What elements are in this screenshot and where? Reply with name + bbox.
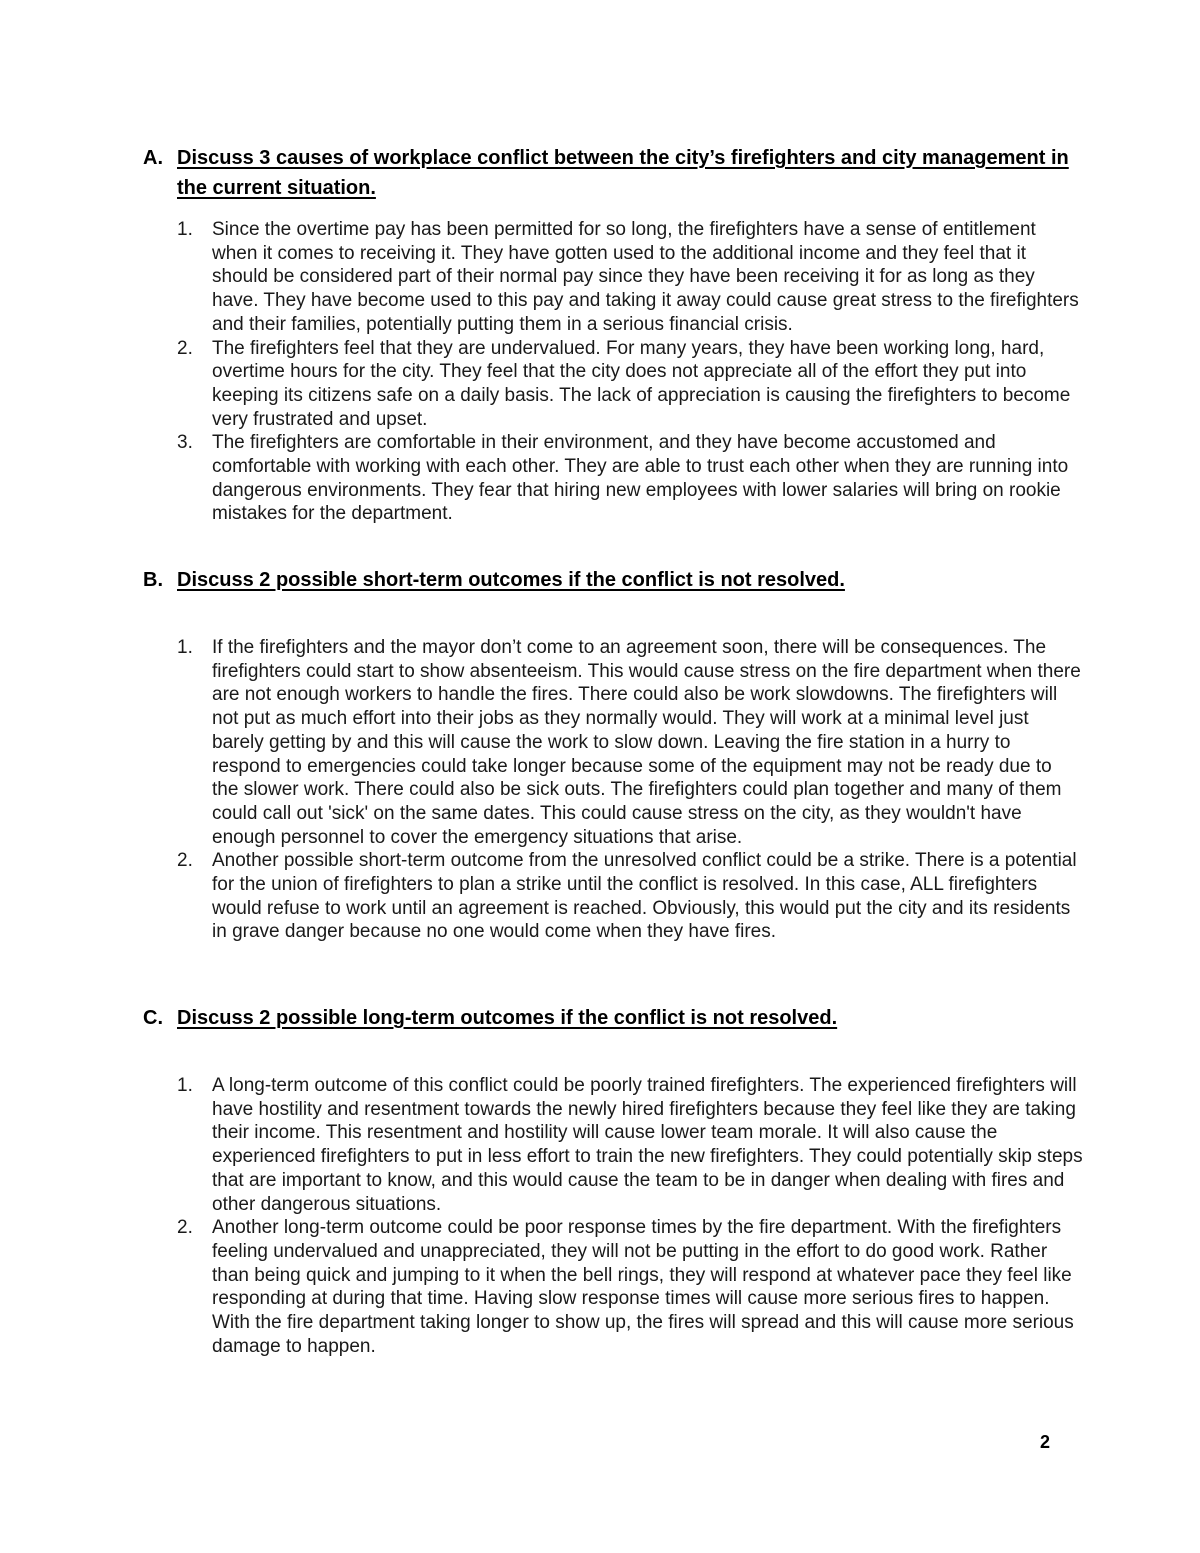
section-c — [143, 1003, 1083, 1358]
item-number: 2. — [177, 337, 193, 359]
section-heading-text: Discuss 2 possible short-term outcomes if the conflict is not resolved. — [177, 569, 845, 591]
page-number: 2 — [1040, 1432, 1051, 1452]
section-heading-text: Discuss 2 possible long-term outcomes if the conflict is not resolved. — [177, 1007, 838, 1029]
item-text: Another possible short-term outcome from the unresolved conflict could be a strike. There is a potential for the union of firefighters to plan a strike until the conflict is resolved. In this case, ALL firefighters would refuse to work until an agreement is reached. Obviously, this would put the city and its residents in grave danger because no one would come when they have fires. — [212, 850, 1077, 943]
section-heading — [143, 143, 1083, 203]
section-b — [143, 565, 1083, 944]
item-number: 3. — [177, 432, 193, 454]
section-heading-text: Discuss 3 causes of workplace conflict between the city’s firefighters and city management in the current situation. — [177, 147, 1069, 199]
list-item — [143, 636, 1083, 849]
item-text: If the firefighters and the mayor don’t come to an agreement soon, there will be consequences. The firefighters could start to show absenteeism. This would cause stress on the fire department when there are not enough workers to handle the fires. There could also be work slowdowns. The firefighters will not put as much effort into their jobs as they normally would. They will work at a minimal level just barely getting by and this will cause the work to slow down. Leaving the fire station in a hurry to respond to emergencies could take longer because some of the equipment may not be ready due to the slower work. There could also be sick outs. The firefighters could plan together and many of them could call out 'sick' on the same dates. This could cause stress on the city, as they wouldn't have enough personnel to cover the emergency situations that arise. — [212, 637, 1081, 848]
section-heading — [143, 565, 1083, 595]
section-letter: B. — [143, 569, 163, 591]
list-item — [143, 1074, 1083, 1216]
item-number: 1. — [177, 219, 193, 240]
item-text: Since the overtime pay has been permitted for so long, the firefighters have a sense of entitlement when it comes to receiving it. They have gotten used to the additional income and they feel that it should be considered part of their normal pay since they have been receiving it for as long as they have. They have become used to this pay and taking it away could cause great stress to the firefighters and their families, potentially putting them in a serious financial crisis. — [212, 219, 1079, 335]
section-heading — [143, 1003, 1083, 1033]
section-letter: C. — [143, 1007, 163, 1029]
item-text: A long-term outcome of this conflict could be poorly trained firefighters. The experienced firefighters will have hostility and resentment towards the newly hired firefighters because they feel like they are taking their income. This resentment and hostility will cause lower team morale. It will also cause the experienced firefighters to put in less effort to train the new firefighters. They could potentially skip steps that are important to know, and this would cause the team to be in danger when dealing with fires and other dangerous situations. — [212, 1075, 1083, 1215]
item-text: The firefighters are comfortable in their environment, and they have become accustomed and comfortable with working with each other. They are able to trust each other when they are running into dangerous environments. They fear that hiring new employees with lower salaries will bring on rookie mistakes for the department. — [212, 432, 1069, 525]
numbered-list — [143, 218, 1083, 526]
list-item — [143, 337, 1083, 432]
list-item — [143, 1216, 1083, 1358]
item-text: The firefighters feel that they are undervalued. For many years, they have been working long, hard, overtime hours for the city. They feel that the city does not appreciate all of the effort they put into keeping its citizens safe on a daily basis. The lack of appreciation is causing the firefighters to become very frustrated and upset. — [212, 337, 1071, 430]
list-item — [143, 218, 1083, 337]
item-number: 1. — [177, 637, 193, 658]
item-number: 2. — [177, 850, 193, 872]
list-item — [143, 849, 1083, 944]
item-number: 1. — [177, 1075, 193, 1096]
section-letter: A. — [143, 147, 163, 169]
item-number: 2. — [177, 1217, 193, 1239]
numbered-list — [143, 636, 1083, 944]
list-item — [143, 431, 1083, 526]
numbered-list — [143, 1074, 1083, 1358]
item-text: Another long-term outcome could be poor response times by the fire department. With the firefighters feeling undervalued and unappreciated, they will not be putting in the effort to do good work. Rather than being quick and jumping to it when the bell rings, they will respond at whatever pace they feel like responding at during that time. Having slow response times will cause more serious fires to happen. With the fire department taking longer to show up, the fires will spread and this will cause more serious damage to happen. — [212, 1217, 1074, 1357]
section-a — [143, 143, 1083, 526]
